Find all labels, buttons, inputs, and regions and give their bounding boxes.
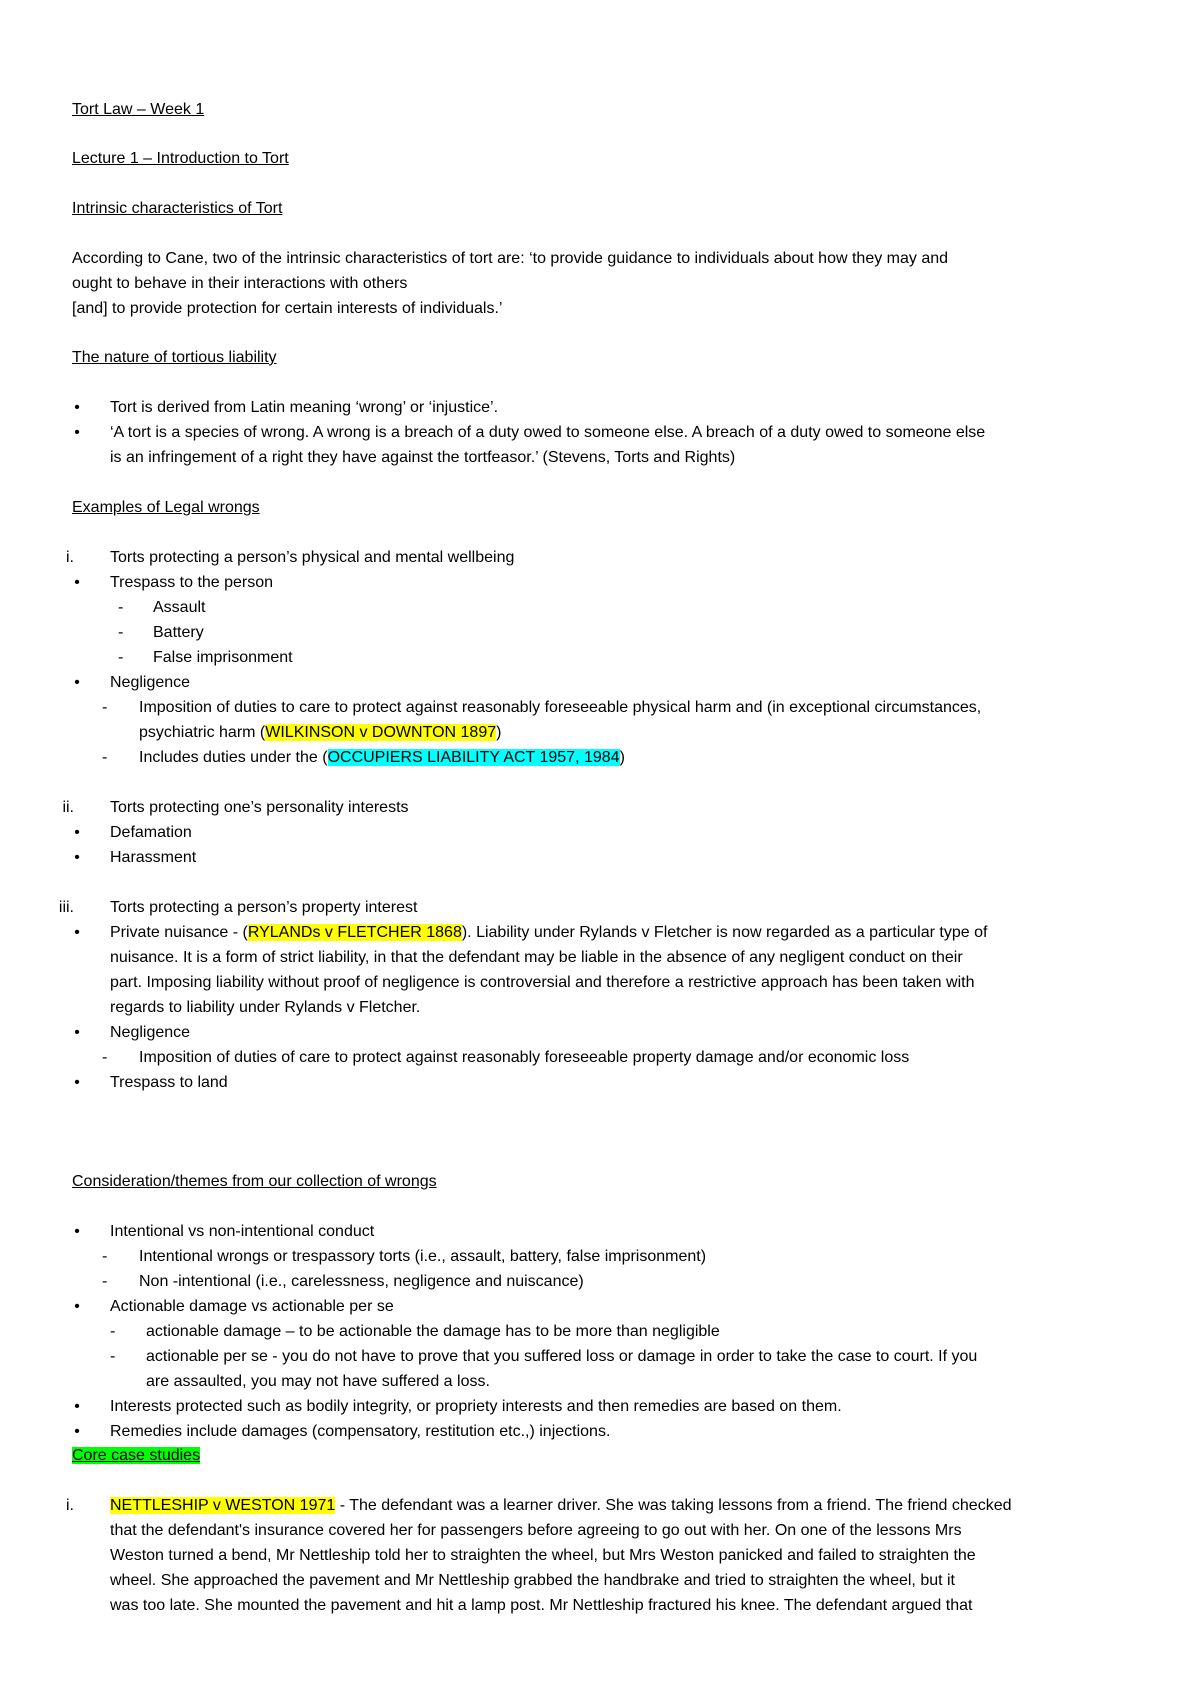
list-item-continued: regards to liability under Rylands v Fletcher.: [110, 999, 421, 1016]
paragraph-line: ought to behave in their interactions with others: [72, 275, 408, 292]
list-item: actionable per se - you do not have to prove that you suffered loss or damage in order to take the case to court. If you: [146, 1348, 978, 1365]
dash-icon: -: [102, 1049, 108, 1066]
list-item: Non -intentional (i.e., carelessness, negligence and nuiscance): [139, 1273, 584, 1290]
case-highlight: WILKINSON v DOWNTON 1897: [265, 724, 497, 741]
list-item-continued: part. Imposing liability without proof of negligence is controversial and therefore a restrictive approach has been taken with: [110, 974, 975, 991]
dash-icon: -: [118, 624, 124, 641]
section-heading-examples: Examples of Legal wrongs: [72, 499, 260, 516]
list-item: Harassment: [110, 849, 197, 866]
list-item: Assault: [153, 599, 206, 616]
text-span: ): [496, 724, 502, 741]
section-heading-core-cases: [72, 1445, 200, 1467]
bullet-icon: •: [74, 574, 80, 591]
bullet-icon: •: [74, 1298, 80, 1315]
bullet-icon: •: [74, 1423, 80, 1440]
dash-icon: -: [110, 1323, 116, 1340]
list-item: Negligence: [110, 674, 191, 691]
list-item: Imposition of duties of care to protect against reasonably foreseeable property damage and/or economic loss: [139, 1049, 910, 1066]
dash-icon: -: [118, 649, 124, 666]
list-item: Remedies include damages (compensatory, restitution etc.,) injections.: [110, 1423, 611, 1440]
bullet-icon: •: [74, 924, 80, 941]
roman-numeral-marker: i.: [66, 549, 74, 566]
dash-icon: -: [102, 749, 108, 766]
list-item: Battery: [153, 624, 204, 641]
text-span: - The defendant was a learner driver. She was taking lessons from a friend. The friend checked: [335, 1497, 1012, 1514]
paragraph-line: [and] to provide protection for certain interests of individuals.’: [72, 300, 503, 317]
dash-icon: -: [102, 699, 108, 716]
list-item: Torts protecting a person’s property interest: [110, 899, 418, 916]
case-highlight: NETTLESHIP v WESTON 1971: [110, 1497, 336, 1514]
text-span: ). Liability under Rylands v Fletcher is now regarded as a particular type of: [461, 924, 988, 941]
list-item: False imprisonment: [153, 649, 293, 666]
text-span: ): [619, 749, 625, 766]
list-item: [139, 747, 625, 769]
roman-numeral-marker: i.: [66, 1497, 74, 1514]
list-item: Trespass to the person: [110, 574, 274, 591]
list-item: Defamation: [110, 824, 192, 841]
bullet-icon: •: [74, 1398, 80, 1415]
section-heading-consideration: Consideration/themes from our collection of wrongs: [72, 1173, 437, 1190]
bullet-icon: •: [74, 674, 80, 691]
list-item: Interests protected such as bodily integrity, or propriety interests and then remedies are based on them.: [110, 1398, 842, 1415]
roman-numeral-marker: iii.: [58, 899, 74, 916]
dash-icon: -: [102, 1273, 108, 1290]
roman-numeral-marker: ii.: [62, 799, 74, 816]
lecture-heading: Lecture 1 – Introduction to Tort: [72, 150, 289, 167]
bullet-icon: •: [74, 424, 80, 441]
bullet-icon: •: [74, 824, 80, 841]
list-item-continued: are assaulted, you may not have suffered a loss.: [146, 1373, 490, 1390]
dash-icon: -: [102, 1248, 108, 1265]
list-item-continued: nuisance. It is a form of strict liability, in that the defendant may be liable in the absence of any negligent conduct on their: [110, 949, 963, 966]
paragraph-line: According to Cane, two of the intrinsic characteristics of tort are: ‘to provide guidance to individuals about how they may and: [72, 250, 949, 267]
bullet-icon: •: [74, 1074, 80, 1091]
list-item: actionable damage – to be actionable the damage has to be more than negligible: [146, 1323, 720, 1340]
text-span: Includes duties under the (: [139, 749, 328, 766]
list-item: Intentional wrongs or trespassory torts (i.e., assault, battery, false imprisonment): [139, 1248, 707, 1265]
list-item: Negligence: [110, 1024, 191, 1041]
list-item: ‘A tort is a species of wrong. A wrong is a breach of a duty owed to someone else. A breach of a duty owed to someone else: [110, 424, 986, 441]
section-heading-nature: The nature of tortious liability: [72, 349, 277, 366]
case-study-line: wheel. She approached the pavement and Mr Nettleship grabbed the handbrake and tried to straighten the wheel, but it: [110, 1572, 955, 1589]
bullet-icon: •: [74, 399, 80, 416]
case-highlight: RYLANDs v FLETCHER 1868: [247, 924, 462, 941]
list-item: Imposition of duties to care to protect against reasonably foreseeable physical harm and (in exceptional circumstances,: [139, 699, 982, 716]
list-item: Trespass to land: [110, 1074, 228, 1091]
list-item-continued: is an infringement of a right they have against the tortfeasor.’ (Stevens, Torts and Rights): [110, 449, 736, 466]
list-item: Actionable damage vs actionable per se: [110, 1298, 394, 1315]
dash-icon: -: [118, 599, 124, 616]
statute-highlight: OCCUPIERS LIABILITY ACT 1957, 1984: [327, 749, 620, 766]
list-item: Torts protecting a person’s physical and mental wellbeing: [110, 549, 515, 566]
document-title: Tort Law – Week 1: [72, 101, 205, 118]
case-study-line: that the defendant's insurance covered her for passengers before agreeing to go out with her. On one of the lessons Mrs: [110, 1522, 962, 1539]
section-heading-intrinsic: Intrinsic characteristics of Tort: [72, 200, 283, 217]
dash-icon: -: [110, 1348, 116, 1365]
text-span: psychiatric harm (: [139, 724, 266, 741]
list-item: [110, 922, 987, 944]
case-study-line: [110, 1495, 1011, 1517]
bullet-icon: •: [74, 1223, 80, 1240]
list-item: Intentional vs non-intentional conduct: [110, 1223, 375, 1240]
list-item: Tort is derived from Latin meaning ‘wrong’ or ‘injustice’.: [110, 399, 499, 416]
case-study-line: Weston turned a bend, Mr Nettleship told her to straighten the wheel, but Mrs Weston panicked and failed to straighten the: [110, 1547, 976, 1564]
bullet-icon: •: [74, 849, 80, 866]
text-span: Private nuisance - (: [110, 924, 248, 941]
list-item: Torts protecting one’s personality interests: [110, 799, 409, 816]
list-item-continued: [139, 722, 501, 744]
bullet-icon: •: [74, 1024, 80, 1041]
case-study-line: was too late. She mounted the pavement and hit a lamp post. Mr Nettleship fractured his knee. The defendant argued that: [110, 1597, 973, 1614]
heading-highlight: Core case studies: [72, 1447, 201, 1464]
